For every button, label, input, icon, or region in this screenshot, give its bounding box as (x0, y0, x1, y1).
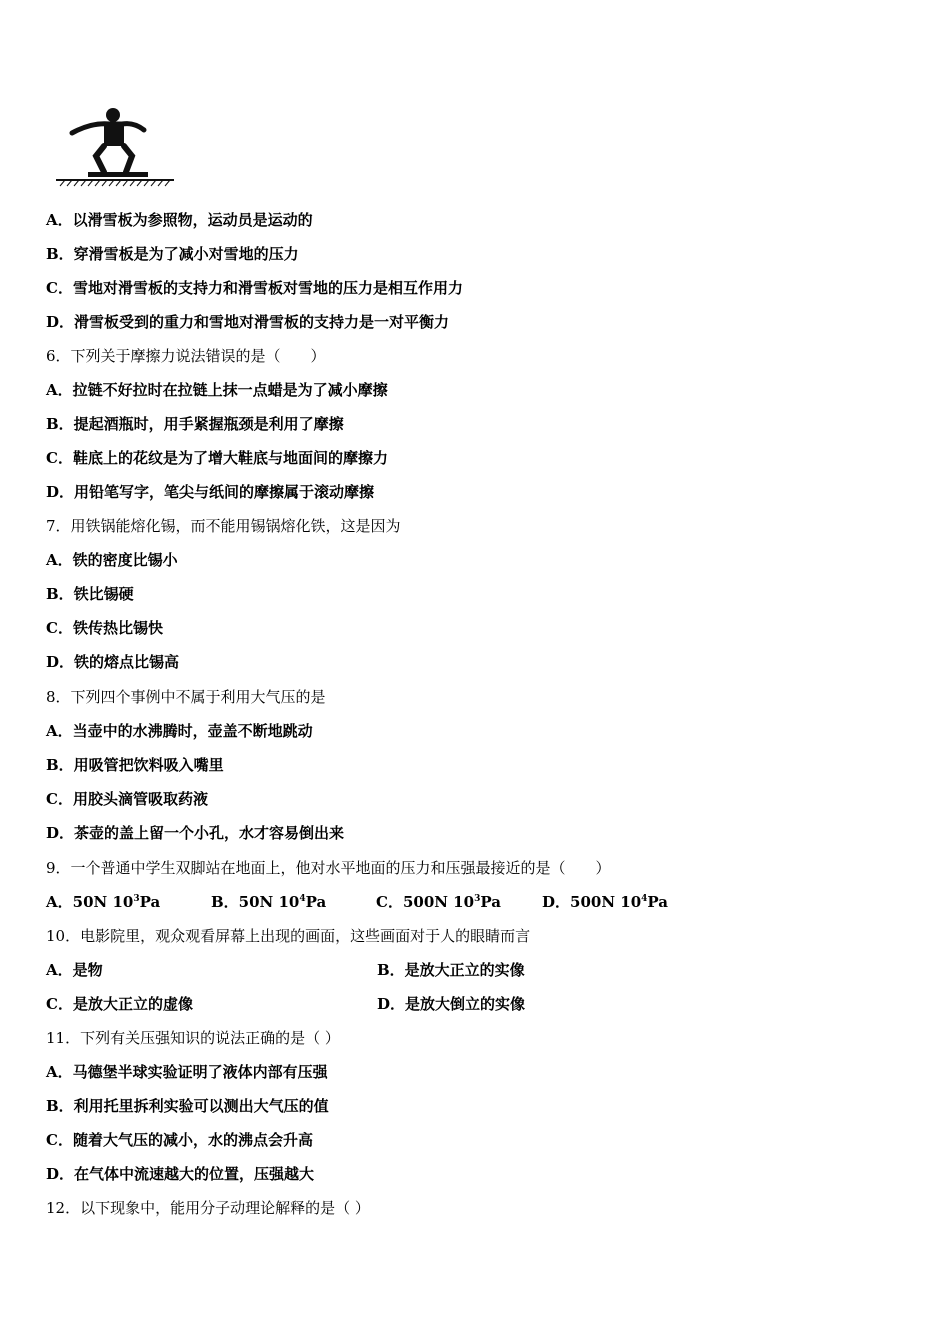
q7-option-d: D．铁的熔点比锡高 (46, 653, 180, 671)
q6-stem: 6．下列关于摩擦力说法错误的是（ ） (46, 347, 326, 365)
q7-stem: 7．用铁锅能熔化锡，而不能用锡锅熔化铁，这是因为 (46, 517, 401, 535)
q11-option-a: A．马德堡半球实验证明了液体内部有压强 (46, 1063, 328, 1081)
q5-option-d: D．滑雪板受到的重力和雪地对滑雪板的支持力是一对平衡力 (46, 313, 450, 331)
q5-option-c: C．雪地对滑雪板的支持力和滑雪板对雪地的压力是相互作用力 (46, 279, 463, 297)
q10-option-d: D．是放大倒立的实像 (377, 995, 526, 1013)
q10-option-b: B．是放大正立的实像 (377, 961, 525, 979)
q11-option-d: D．在气体中流速越大的位置，压强越大 (46, 1165, 315, 1183)
q10-option-a: A．是物 (46, 961, 103, 979)
q7-option-c: C．铁传热比锡快 (46, 619, 163, 637)
q8-option-b: B．用吸管把饮料吸入嘴里 (46, 756, 224, 774)
q10-option-c: C．是放大正立的虚像 (46, 995, 193, 1013)
q11-stem: 11．下列有关压强知识的说法正确的是（ ） (46, 1029, 340, 1047)
q5-option-a: A．以滑雪板为参照物，运动员是运动的 (46, 211, 313, 229)
q9-option-c: C．500N $10^3Pa$ (376, 893, 501, 911)
q9-option-d: D．500N $10^4Pa$ (542, 893, 669, 911)
q8-option-d: D．茶壶的盖上留一个小孔，水才容易倒出来 (46, 824, 345, 842)
q6-option-a: A．拉链不好拉时在拉链上抹一点蜡是为了减小摩擦 (46, 381, 388, 399)
q9-stem: 9．一个普通中学生双脚站在地面上，他对水平地面的压力和压强最接近的是（ ） (46, 859, 611, 877)
q7-option-a: A．铁的密度比锡小 (46, 551, 178, 569)
q11-option-b: B．利用托里拆利实验可以测出大气压的值 (46, 1097, 329, 1115)
q8-option-c: C．用胶头滴管吸取药液 (46, 790, 208, 808)
q9-option-b: B．50N $10^4Pa$ (211, 893, 327, 911)
q8-option-a: A．当壶中的水沸腾时，壶盖不断地跳动 (46, 722, 313, 740)
q8-stem: 8．下列四个事例中不属于利用大气压的是 (46, 688, 326, 706)
q5-option-b: B．穿滑雪板是为了减小对雪地的压力 (46, 245, 299, 263)
q11-option-c: C．随着大气压的减小，水的沸点会升高 (46, 1131, 313, 1149)
q7-option-b: B．铁比锡硬 (46, 585, 134, 603)
q9-options-row (46, 892, 906, 912)
q6-option-c: C．鞋底上的花纹是为了增大鞋底与地面间的摩擦力 (46, 449, 388, 467)
q10-stem: 10．电影院里，观众观看屏幕上出现的画面，这些画面对于人的眼睛而言 (46, 927, 531, 945)
q9-option-a: A．50N $10^3Pa$ (46, 893, 161, 911)
snowboarder-figure (52, 100, 182, 190)
q6-option-b: B．提起酒瓶时，用手紧握瓶颈是利用了摩擦 (46, 415, 344, 433)
q12-stem: 12．以下现象中，能用分子动理论解释的是（ ） (46, 1199, 370, 1217)
q6-option-d: D．用铅笔写字，笔尖与纸间的摩擦属于滚动摩擦 (46, 483, 375, 501)
